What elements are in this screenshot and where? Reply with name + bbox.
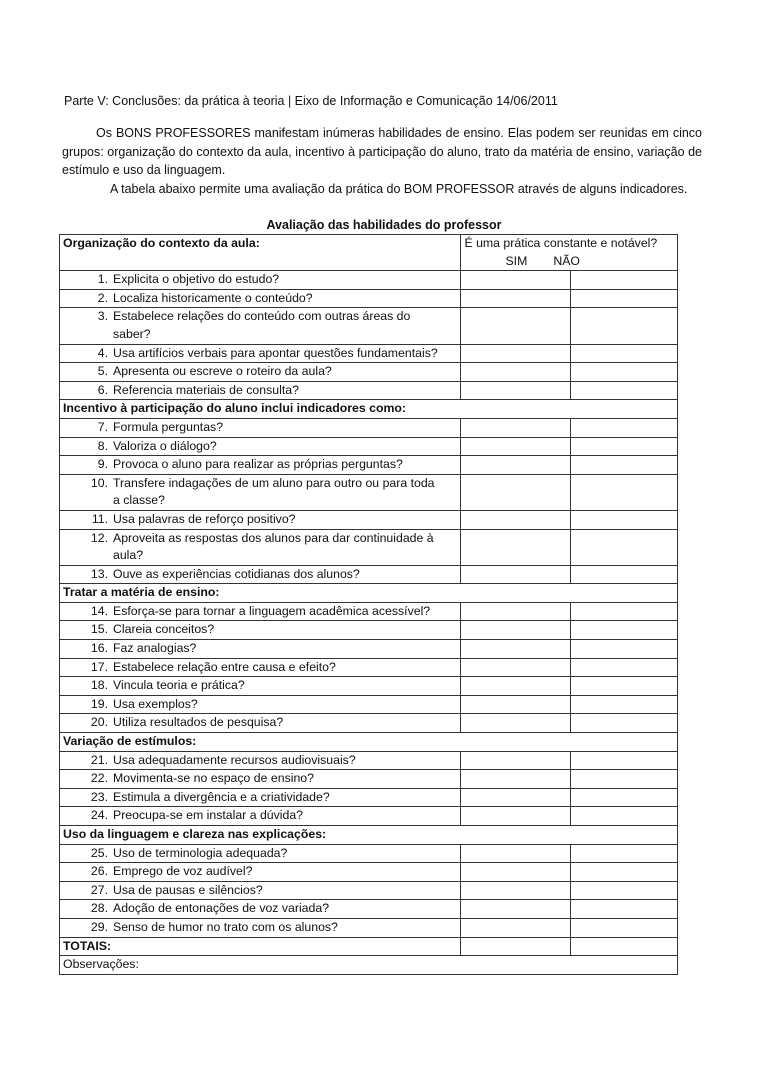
nao-answer-cell[interactable] — [570, 844, 677, 863]
sim-answer-cell[interactable] — [461, 677, 570, 696]
nao-answer-cell[interactable] — [570, 602, 677, 621]
nao-answer-cell[interactable] — [570, 695, 677, 714]
sim-answer-cell[interactable] — [461, 900, 570, 919]
indicator-text-cell — [60, 510, 461, 529]
indicator-text: Preocupa-se em instalar a dúvida? — [113, 808, 304, 823]
indicator-number: 9. — [97, 457, 108, 472]
indicator-text: Senso de humor no trato com os alunos? — [113, 919, 338, 934]
indicator-number: 3. — [97, 309, 108, 324]
indicator-row — [60, 844, 678, 863]
indicator-text: Estabelece relação entre causa e efeito? — [113, 659, 336, 674]
sim-answer-cell[interactable] — [461, 271, 570, 290]
indicator-row — [60, 418, 678, 437]
nao-total-cell[interactable] — [570, 937, 677, 956]
indicator-row — [60, 381, 678, 400]
indicator-text-cell — [60, 308, 461, 344]
category-heading: Variação de estímulos: — [60, 733, 678, 752]
intro-text — [62, 124, 702, 198]
indicator-row — [60, 640, 678, 659]
indicator-number: 2. — [97, 290, 108, 305]
indicator-row — [60, 456, 678, 475]
nao-answer-cell[interactable] — [570, 308, 677, 344]
indicator-row — [60, 271, 678, 290]
indicator-row — [60, 788, 678, 807]
question-label: É uma prática constante e notável? — [464, 236, 658, 250]
nao-answer-cell[interactable] — [570, 751, 677, 770]
indicator-text: Utiliza resultados de pesquisa? — [113, 715, 284, 730]
indicator-text-cell — [60, 881, 461, 900]
indicator-row — [60, 881, 678, 900]
table-title: Avaliação das habilidades do professor — [266, 218, 502, 232]
nao-answer-cell[interactable] — [570, 788, 677, 807]
sim-total-cell[interactable] — [461, 937, 570, 956]
indicator-text-cell — [60, 863, 461, 882]
indicator-row — [60, 510, 678, 529]
indicator-number: 19. — [90, 696, 108, 711]
sim-answer-cell[interactable] — [461, 510, 570, 529]
indicator-text: Valoriza o diálogo? — [113, 438, 217, 453]
indicator-text-cell — [60, 640, 461, 659]
question-header — [461, 235, 678, 271]
nao-answer-cell[interactable] — [570, 510, 677, 529]
indicator-row — [60, 900, 678, 919]
sim-answer-cell[interactable] — [461, 418, 570, 437]
nao-answer-cell[interactable] — [570, 863, 677, 882]
sim-answer-cell[interactable] — [461, 863, 570, 882]
indicator-text-cell — [60, 844, 461, 863]
indicator-number: 6. — [97, 382, 108, 397]
sim-answer-cell[interactable] — [461, 714, 570, 733]
indicator-text-cell — [60, 751, 461, 770]
nao-answer-cell[interactable] — [570, 640, 677, 659]
nao-answer-cell[interactable] — [570, 418, 677, 437]
indicator-text: Adoção de entonações de voz variada? — [113, 901, 330, 916]
nao-answer-cell[interactable] — [570, 363, 677, 382]
category-row — [60, 733, 678, 752]
indicator-number: 12. — [90, 530, 108, 545]
indicator-text-cell — [60, 658, 461, 677]
indicator-number: 8. — [97, 438, 108, 453]
table-header-row — [60, 235, 678, 271]
indicator-row — [60, 658, 678, 677]
indicator-text: Usa adequadamente recursos audiovisuais? — [113, 752, 356, 767]
indicator-text: Ouve as experiências cotidianas dos alunos? — [113, 566, 360, 581]
indicator-text: Aproveita as respostas dos alunos para dar continuidade à aula? — [113, 530, 434, 563]
sim-answer-cell[interactable] — [461, 881, 570, 900]
indicator-row — [60, 308, 678, 344]
sim-answer-cell[interactable] — [461, 918, 570, 937]
sim-answer-cell[interactable] — [461, 289, 570, 308]
indicator-number: 15. — [90, 622, 108, 637]
indicator-text: Transfere indagações de um aluno para outro ou para toda a classe? — [113, 475, 435, 508]
indicator-text-cell — [60, 677, 461, 696]
category-row — [60, 584, 678, 603]
answer-options-header — [464, 253, 674, 271]
indicator-text-cell — [60, 344, 461, 363]
category-row — [60, 400, 678, 419]
indicator-number: 28. — [90, 901, 108, 916]
sim-answer-cell[interactable] — [461, 474, 570, 510]
indicator-number: 10. — [90, 475, 108, 490]
indicator-row — [60, 602, 678, 621]
sim-answer-cell[interactable] — [461, 695, 570, 714]
indicator-row — [60, 751, 678, 770]
indicator-text: Usa de pausas e silêncios? — [113, 882, 263, 897]
sim-answer-cell[interactable] — [461, 751, 570, 770]
indicator-text: Faz analogias? — [113, 641, 197, 656]
indicator-number: 21. — [90, 752, 108, 767]
nao-label: NÃO — [553, 253, 580, 268]
nao-answer-cell[interactable] — [570, 437, 677, 456]
indicator-text-cell — [60, 807, 461, 826]
indicator-text-cell — [60, 456, 461, 475]
indicator-number: 7. — [97, 419, 108, 434]
indicator-number: 5. — [97, 364, 108, 379]
indicator-text-cell — [60, 621, 461, 640]
indicator-number: 4. — [97, 345, 108, 360]
sim-answer-cell[interactable] — [461, 602, 570, 621]
indicator-number: 13. — [90, 566, 108, 581]
indicator-number: 14. — [90, 603, 108, 618]
sim-answer-cell[interactable] — [461, 344, 570, 363]
category-heading: Organização do contexto da aula: — [60, 235, 461, 271]
totals-label: TOTAIS: — [60, 937, 461, 956]
nao-answer-cell[interactable] — [570, 714, 677, 733]
observations-row — [60, 956, 678, 975]
nao-answer-cell[interactable] — [570, 677, 677, 696]
indicator-text: Clareia conceitos? — [113, 622, 215, 637]
indicator-row — [60, 344, 678, 363]
indicator-text: Estimula a divergência e a criatividade? — [113, 789, 330, 804]
indicator-number: 24. — [90, 808, 108, 823]
indicator-text: Movimenta-se no espaço de ensino? — [113, 771, 314, 786]
indicator-row — [60, 529, 678, 565]
sim-answer-cell[interactable] — [461, 621, 570, 640]
totals-row — [60, 937, 678, 956]
nao-answer-cell[interactable] — [570, 658, 677, 677]
sim-answer-cell[interactable] — [461, 565, 570, 584]
indicator-text: Provoca o aluno para realizar as próprias perguntas? — [113, 457, 403, 472]
indicator-text-cell — [60, 900, 461, 919]
indicator-number: 16. — [90, 641, 108, 656]
category-heading: Incentivo à participação do aluno inclui indicadores como: — [60, 400, 678, 419]
indicator-text-cell — [60, 770, 461, 789]
indicator-text: Estabelece relações do conteúdo com outras áreas do saber? — [113, 309, 411, 341]
indicator-row — [60, 807, 678, 826]
evaluation-table — [59, 234, 678, 975]
sim-answer-cell[interactable] — [461, 658, 570, 677]
sim-answer-cell[interactable] — [461, 529, 570, 565]
indicator-text: Usa exemplos? — [113, 696, 198, 711]
indicator-text: Explicita o objetivo do estudo? — [113, 272, 280, 287]
category-row — [60, 826, 678, 845]
nao-answer-cell[interactable] — [570, 271, 677, 290]
nao-answer-cell[interactable] — [570, 456, 677, 475]
indicator-text: Referencia materiais de consulta? — [113, 382, 299, 397]
indicator-text-cell — [60, 474, 461, 510]
sim-answer-cell[interactable] — [461, 381, 570, 400]
indicator-row — [60, 677, 678, 696]
indicator-number: 18. — [90, 678, 108, 693]
category-heading: Tratar a matéria de ensino: — [60, 584, 678, 603]
indicator-text-cell — [60, 918, 461, 937]
indicator-text: Uso de terminologia adequada? — [113, 845, 288, 860]
indicator-number: 17. — [90, 659, 108, 674]
indicator-number: 29. — [90, 919, 108, 934]
indicator-text: Localiza historicamente o conteúdo? — [113, 290, 313, 305]
indicator-row — [60, 863, 678, 882]
indicator-number: 1. — [97, 272, 108, 287]
indicator-number: 11. — [91, 511, 108, 526]
indicator-text-cell — [60, 602, 461, 621]
indicator-text-cell — [60, 788, 461, 807]
sim-label: SIM — [505, 253, 528, 268]
indicator-text-cell — [60, 418, 461, 437]
nao-answer-cell[interactable] — [570, 381, 677, 400]
indicator-text-cell — [60, 381, 461, 400]
indicator-text: Esforça-se para tornar a linguagem acadêmica acessível? — [113, 603, 431, 618]
indicator-text-cell — [60, 437, 461, 456]
indicator-text-cell — [60, 565, 461, 584]
page-header: Parte V: Conclusões: da prática à teoria | Eixo de Informação e Comunicação 14/06/2011 — [64, 94, 558, 108]
indicator-text: Emprego de voz audível? — [113, 864, 253, 879]
indicator-row — [60, 565, 678, 584]
indicator-number: 26. — [90, 864, 108, 879]
nao-answer-cell[interactable] — [570, 881, 677, 900]
indicator-row — [60, 289, 678, 308]
sim-answer-cell[interactable] — [461, 788, 570, 807]
indicator-text-cell — [60, 714, 461, 733]
sim-answer-cell[interactable] — [461, 807, 570, 826]
indicator-row — [60, 621, 678, 640]
intro-paragraph-1: Os BONS PROFESSORES manifestam inúmeras habilidades de ensino. Elas podem ser reunidas em cinco grupos: organização do contexto da aula, incentivo à participação do aluno, trato da matéria de ensino, variação de estímulo e uso da linguagem. — [62, 126, 702, 177]
sim-answer-cell[interactable] — [461, 363, 570, 382]
indicator-text: Vincula teoria e prática? — [113, 678, 245, 693]
category-heading: Uso da linguagem e clareza nas explicações: — [60, 826, 678, 845]
indicator-text: Formula perguntas? — [113, 419, 224, 434]
indicator-number: 23. — [90, 789, 108, 804]
nao-answer-cell[interactable] — [570, 565, 677, 584]
indicator-row — [60, 714, 678, 733]
indicator-number: 22. — [90, 771, 108, 786]
sim-answer-cell[interactable] — [461, 770, 570, 789]
indicator-text: Usa palavras de reforço positivo? — [113, 511, 296, 526]
indicator-text-cell — [60, 289, 461, 308]
indicator-row — [60, 474, 678, 510]
indicator-row — [60, 363, 678, 382]
intro-paragraph-2: A tabela abaixo permite uma avaliação da prática do BOM PROFESSOR através de alguns indicadores. — [110, 181, 688, 196]
nao-answer-cell[interactable] — [570, 807, 677, 826]
indicator-text: Usa artifícios verbais para apontar questões fundamentais? — [113, 345, 438, 360]
sim-answer-cell[interactable] — [461, 308, 570, 344]
indicator-row — [60, 918, 678, 937]
indicator-text: Apresenta ou escreve o roteiro da aula? — [113, 364, 332, 379]
sim-answer-cell[interactable] — [461, 844, 570, 863]
sim-answer-cell[interactable] — [461, 456, 570, 475]
sim-answer-cell[interactable] — [461, 437, 570, 456]
nao-answer-cell[interactable] — [570, 918, 677, 937]
indicator-number: 20. — [90, 715, 108, 730]
indicator-number: 27. — [90, 882, 108, 897]
indicator-row — [60, 695, 678, 714]
indicator-text-cell — [60, 695, 461, 714]
sim-answer-cell[interactable] — [461, 640, 570, 659]
indicator-text-cell — [60, 363, 461, 382]
nao-answer-cell[interactable] — [570, 289, 677, 308]
indicator-text-cell — [60, 529, 461, 565]
observations-field[interactable]: Observações: — [60, 956, 678, 975]
nao-answer-cell[interactable] — [570, 770, 677, 789]
indicator-number: 25. — [90, 845, 108, 860]
indicator-text-cell — [60, 271, 461, 290]
nao-answer-cell[interactable] — [570, 529, 677, 565]
indicator-row — [60, 770, 678, 789]
nao-answer-cell[interactable] — [570, 621, 677, 640]
nao-answer-cell[interactable] — [570, 474, 677, 510]
indicator-row — [60, 437, 678, 456]
nao-answer-cell[interactable] — [570, 900, 677, 919]
nao-answer-cell[interactable] — [570, 344, 677, 363]
